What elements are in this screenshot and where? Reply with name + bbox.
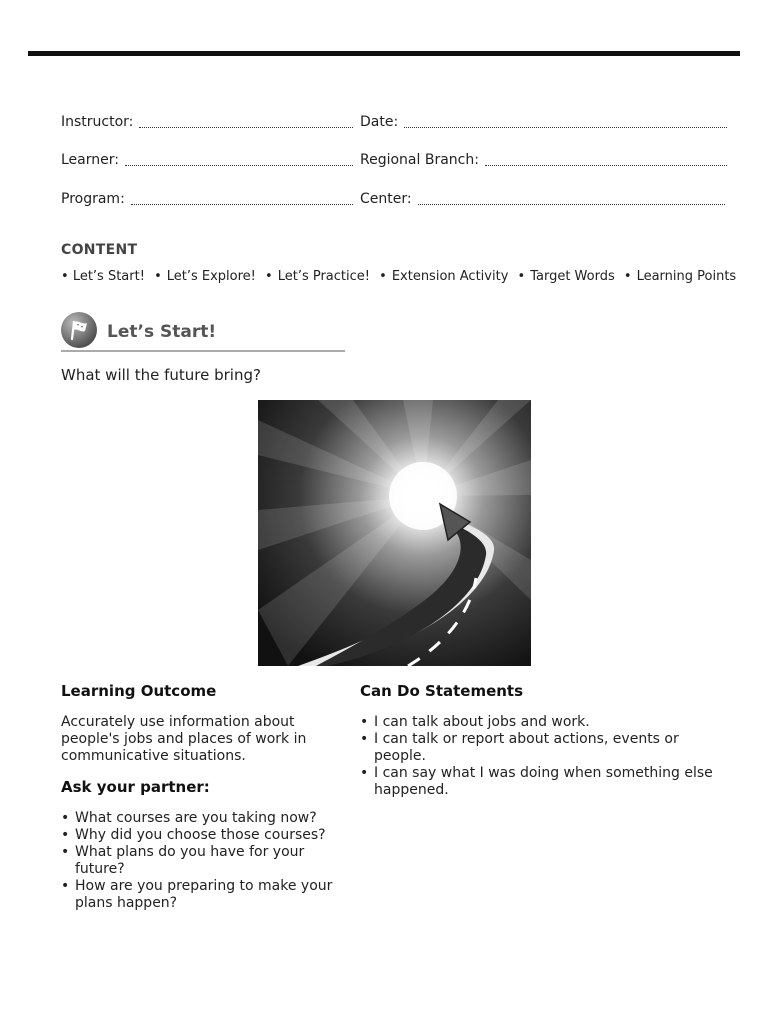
instructor-line[interactable]	[139, 126, 353, 128]
ask-partner-list	[61, 810, 341, 912]
learning-outcome-text: Accurately use information about people's jobs and places of work in communicative situations.	[61, 714, 307, 764]
content-item-lets-explore[interactable]: Let’s Explore!	[166, 269, 256, 284]
list-item: • I can talk or report about actions, events or people.	[360, 731, 704, 765]
regional-branch-line[interactable]	[485, 164, 727, 166]
ask-partner-heading: Ask your partner:	[61, 778, 210, 796]
content-item-learning-points[interactable]: Learning Points	[636, 269, 737, 284]
center-line[interactable]	[418, 203, 725, 205]
learner-label: Learner:	[61, 152, 119, 168]
program-line[interactable]	[131, 203, 353, 205]
program-label: Program:	[61, 191, 125, 207]
date-label: Date:	[360, 114, 399, 130]
section-title: Let’s Start!	[107, 322, 217, 342]
learner-field[interactable]	[61, 152, 353, 168]
list-item: • I can say what I was doing when something else happened.	[360, 765, 728, 799]
can-do-heading: Can Do Statements	[360, 682, 524, 700]
program-field[interactable]	[61, 191, 353, 207]
content-item-extension-activity[interactable]: Extension Activity	[391, 269, 509, 284]
road-arrow-to-light-photo	[258, 400, 531, 666]
list-item: • Why did you choose those courses?	[61, 827, 341, 844]
instructor-label: Instructor:	[61, 114, 134, 130]
content-item-target-words[interactable]: Target Words	[530, 269, 615, 284]
list-item: • I can talk about jobs and work.	[360, 714, 728, 731]
center-label: Center:	[360, 191, 412, 207]
regional-branch-label: Regional Branch:	[360, 152, 479, 168]
center-field[interactable]	[360, 191, 725, 207]
can-do-section	[360, 683, 728, 799]
date-line[interactable]	[404, 126, 727, 128]
list-item: • What courses are you taking now?	[61, 810, 341, 827]
intro-question: What will the future bring?	[61, 366, 261, 384]
learning-outcome-heading: Learning Outcome	[61, 682, 217, 700]
flag-icon	[61, 312, 97, 348]
section-header	[61, 312, 345, 352]
content-heading: CONTENT	[61, 242, 138, 258]
can-do-list	[360, 714, 728, 799]
content-item-lets-start[interactable]: Let’s Start!	[72, 269, 145, 284]
learner-line[interactable]	[125, 164, 353, 166]
instructor-field[interactable]	[61, 114, 353, 130]
top-rule	[28, 51, 740, 56]
list-item: • What plans do you have for your future?	[61, 844, 325, 878]
regional-branch-field[interactable]	[360, 152, 727, 168]
list-item: • How are you preparing to make your plans happen?	[61, 878, 341, 912]
date-field[interactable]	[360, 114, 727, 130]
content-list: • Let’s Start! • Let’s Explore! • Let’s Practice! • Extension Activity • Target Words • Learning Points	[61, 269, 737, 284]
content-item-lets-practice[interactable]: Let’s Practice!	[277, 269, 370, 284]
learning-outcome-section	[61, 683, 341, 912]
